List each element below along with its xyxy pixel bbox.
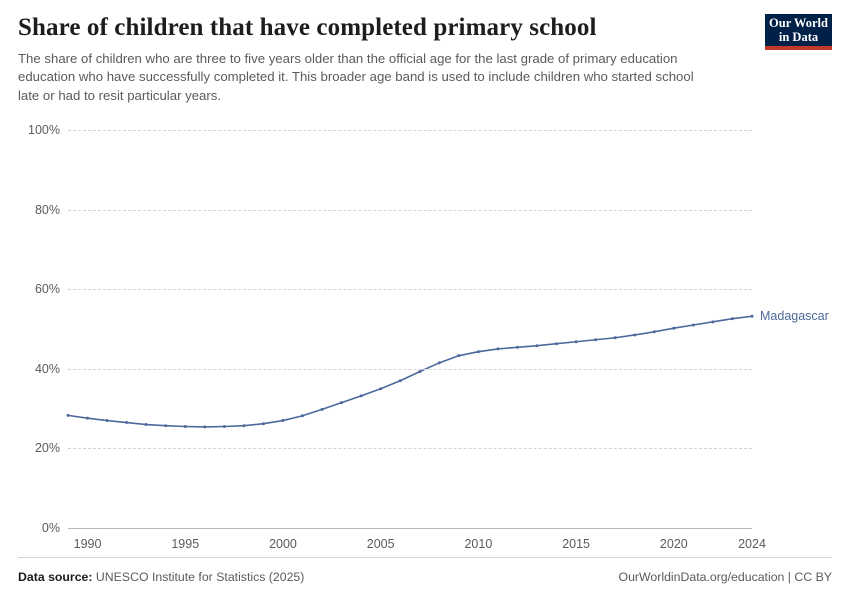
y-axis-tick-label: 80% bbox=[34, 202, 60, 217]
gridline bbox=[68, 210, 752, 211]
page-title: Share of children that have completed primary school bbox=[18, 14, 597, 41]
x-axis-tick-label: 2000 bbox=[269, 536, 297, 551]
gridline bbox=[68, 448, 752, 449]
data-source-label: Data source: bbox=[18, 570, 93, 584]
x-axis-tick-label: 2024 bbox=[738, 536, 766, 551]
chart-footer bbox=[18, 557, 832, 587]
gridline bbox=[68, 130, 752, 131]
y-axis-tick-label: 60% bbox=[34, 282, 60, 297]
series-end-label: Madagascar bbox=[760, 309, 829, 324]
series-line-madagascar bbox=[68, 130, 752, 528]
x-axis-tick-label: 2015 bbox=[562, 536, 591, 551]
x-axis-tick-label: 2010 bbox=[464, 536, 493, 551]
our-world-in-data-logo[interactable] bbox=[765, 14, 832, 50]
gridline bbox=[68, 369, 752, 370]
y-axis-tick-label: 40% bbox=[34, 361, 60, 376]
chart-area bbox=[18, 120, 832, 560]
x-axis-tick-label: 2005 bbox=[366, 536, 395, 551]
chart-credit[interactable]: OurWorldinData.org/education | CC BY bbox=[618, 570, 832, 584]
chart-subtitle: The share of children who are three to five years older than the official age for the last grade of primary education education who have successfully completed it. This broader age band is used to include children who started school late or had to resit particular years. bbox=[18, 50, 694, 104]
y-axis-tick-label: 0% bbox=[41, 520, 60, 535]
data-source-text: UNESCO Institute for Statistics (2025) bbox=[95, 570, 305, 584]
chart-header bbox=[18, 14, 832, 106]
gridline bbox=[68, 289, 752, 290]
logo-line-2: in Data bbox=[778, 29, 819, 44]
x-axis-tick-label: 2020 bbox=[659, 536, 688, 551]
y-axis-tick-label: 100% bbox=[28, 122, 60, 137]
y-axis-tick-label: 20% bbox=[34, 441, 60, 456]
gridline bbox=[68, 528, 752, 529]
x-axis-tick-label: 1990 bbox=[73, 536, 102, 551]
plot-region bbox=[28, 122, 829, 551]
data-source bbox=[18, 570, 304, 584]
logo-line-1: Our World bbox=[769, 16, 828, 30]
x-axis-tick-label: 1995 bbox=[171, 536, 200, 551]
